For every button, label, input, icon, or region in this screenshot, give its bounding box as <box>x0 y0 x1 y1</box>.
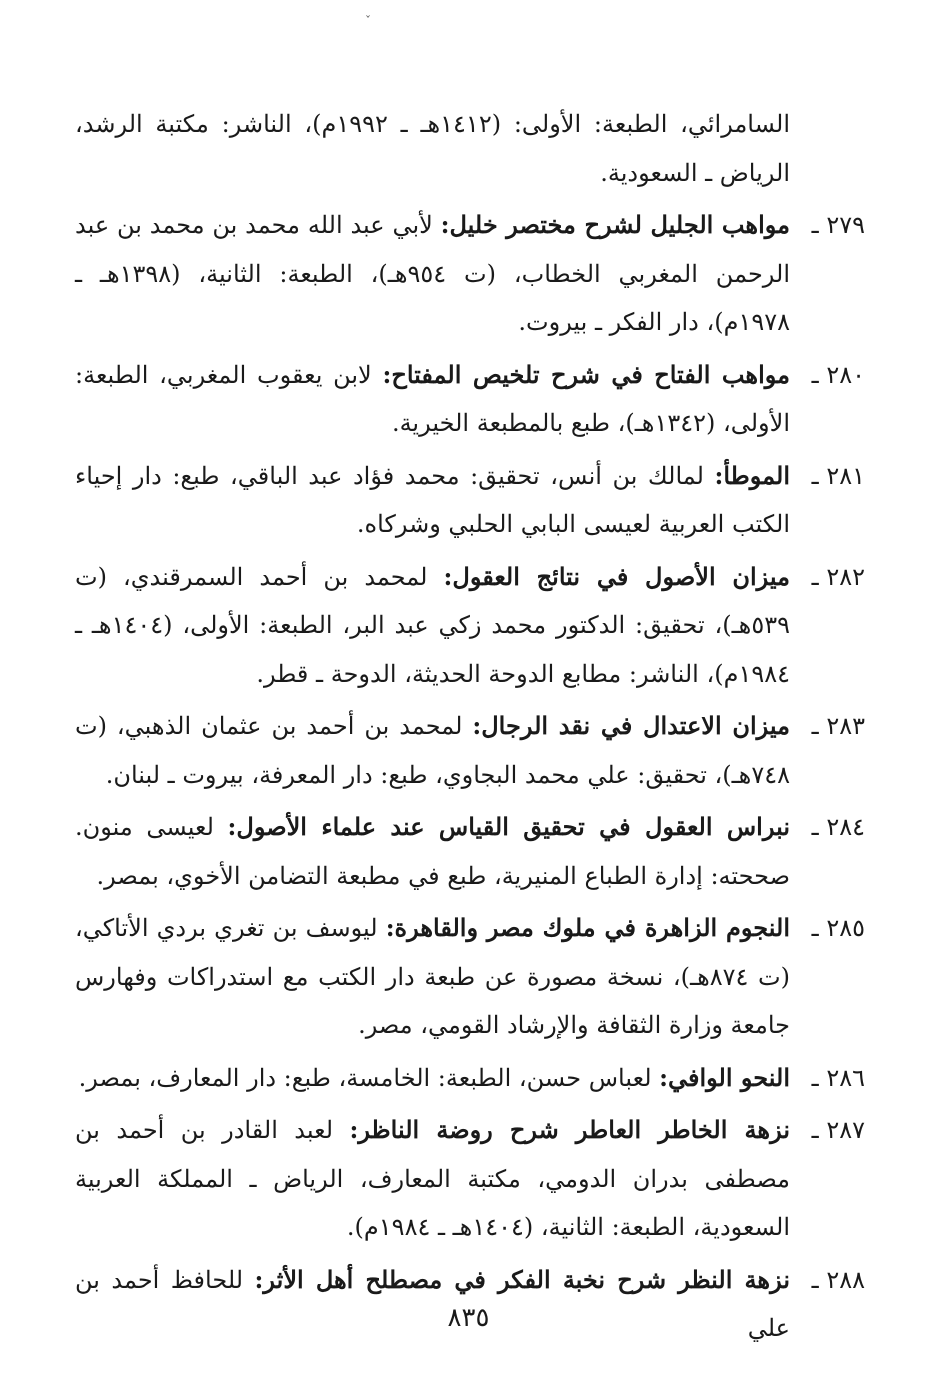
entry-title: مواهب الفتاح في شرح تلخيص المفتاح: <box>382 359 791 389</box>
entry-details: ليوسف بن تغري بردي الأتاكي، (ت ٨٧٤هـ)، نسخة مصورة عن طبعة دار الكتب مع استدراكات وفهارس جامعة وزارة الثقافة والإرشاد القومي، مصر. <box>75 914 790 1039</box>
entry-details: لمحمد بن أحمد السمرقندي، (ت ٥٣٩هـ)، تحقيق: الدكتور محمد زكي عبد البر، الطبعة: الأولى، (١٤٠٤هـ ـ ١٩٨٤م)، الناشر: مطابع الدوحة الحديثة، الدوحة ـ قطر. <box>75 562 790 688</box>
entry-details: لعباس حسن، الطبعة: الخامسة، طبع: دار المعارف، بمصر. <box>78 1063 660 1092</box>
bibliography-entry <box>75 201 865 347</box>
entry-title: ميزان الأصول في نتائج العقول: <box>443 561 791 591</box>
entry-text <box>75 803 790 900</box>
entry-details: لعبد القادر بن أحمد بن مصطفى بدران الدومي، مكتبة المعارف، الرياض ـ المملكة العربية السعودية، الطبعة: الثانية، (١٤٠٤هـ ـ ١٩٨٤م). <box>75 1116 790 1241</box>
entry-text <box>75 904 790 1050</box>
bibliography-entry <box>75 803 865 900</box>
entry-text <box>75 452 790 549</box>
continued-entry-text: السامرائي، الطبعة: الأولى: (١٤١٢هـ ـ ١٩٩٢م)، الناشر: مكتبة الرشد، الرياض ـ السعودية. <box>75 110 791 187</box>
entry-text <box>75 201 790 347</box>
scan-mark: ˇ <box>365 14 371 28</box>
bibliography-list <box>75 201 865 1353</box>
entry-number: ٢٨٥ ـ <box>811 914 865 942</box>
entry-text <box>75 351 790 448</box>
entry-title: نزهة الخاطر العاطر شرح روضة الناظر: <box>349 1115 791 1144</box>
bibliography-entry <box>75 904 865 1050</box>
entry-text <box>75 553 790 699</box>
entry-title: النجوم الزاهرة في ملوك مصر والقاهرة: <box>385 913 790 942</box>
bibliography-entry <box>75 702 865 799</box>
bibliography-entry <box>75 1106 865 1252</box>
entry-details: للحافظ أحمد بن علي <box>75 1265 790 1342</box>
entry-title: ميزان الاعتدال في نقد الرجال: <box>472 711 790 740</box>
entry-details: لابن يعقوب المغربي، الطبعة: الأولى، (١٣٤٢هـ)، طبع بالمطبعة الخيرية. <box>75 360 790 437</box>
bibliography-entry <box>75 1054 865 1103</box>
bibliography-entry <box>75 351 865 448</box>
bibliography-entry <box>75 553 865 699</box>
entry-text <box>75 702 790 799</box>
entry-details: لعيسى منون. صححته: إدارة الطباع المنيرية، طبع في مطبعة التضامن الأخوي، بمصر. <box>75 813 790 890</box>
entry-title: نبراس العقول في تحقيق القياس عند علماء الأصول: <box>227 812 790 841</box>
entry-text <box>75 1106 790 1252</box>
entry-details: لمالك بن أنس، تحقيق: محمد فؤاد عبد الباقي، طبع: دار إحياء الكتب العربية لعيسى البابي الحلبي وشركاه. <box>75 461 790 538</box>
entry-number: ٢٨٨ ـ <box>811 1265 865 1294</box>
entry-number: ٢٨٧ ـ <box>811 1116 865 1144</box>
entry-number: ٢٧٩ ـ <box>811 211 865 239</box>
entry-number: ٢٨٦ ـ <box>811 1063 865 1092</box>
entry-number: ٢٨١ ـ <box>811 461 865 490</box>
entry-title: نزهة النظر شرح نخبة الفكر في مصطلح أهل الأثر: <box>254 1264 790 1294</box>
entry-number: ٢٨٢ ـ <box>811 562 865 591</box>
entry-number: ٢٨٤ ـ <box>811 813 865 841</box>
entry-title: النحو الوافي: <box>659 1062 790 1092</box>
entry-text <box>75 1054 790 1103</box>
bibliography-entry <box>75 452 865 549</box>
page-body <box>75 100 865 1353</box>
page-number: ٨٣٥ <box>447 1303 490 1333</box>
entry-title: مواهب الجليل لشرح مختصر خليل: <box>440 210 790 239</box>
entry-number: ٢٨٠ ـ <box>811 360 865 389</box>
entry-details: لأبي عبد الله محمد بن محمد بن عبد الرحمن المغربي الخطاب، (ت ٩٥٤هـ)، الطبعة: الثانية، (١٣٩٨هـ ـ ١٩٧٨م)، دار الفكر ـ بيروت. <box>75 211 790 336</box>
entry-title: الموطأ: <box>714 460 790 490</box>
entry-details: لمحمد بن أحمد بن عثمان الذهبي، (ت ٧٤٨هـ)، تحقيق: علي محمد البجاوي، طبع: دار المعرفة، بيروت ـ لبنان. <box>75 712 790 789</box>
entry-number: ٢٨٣ ـ <box>811 712 865 740</box>
